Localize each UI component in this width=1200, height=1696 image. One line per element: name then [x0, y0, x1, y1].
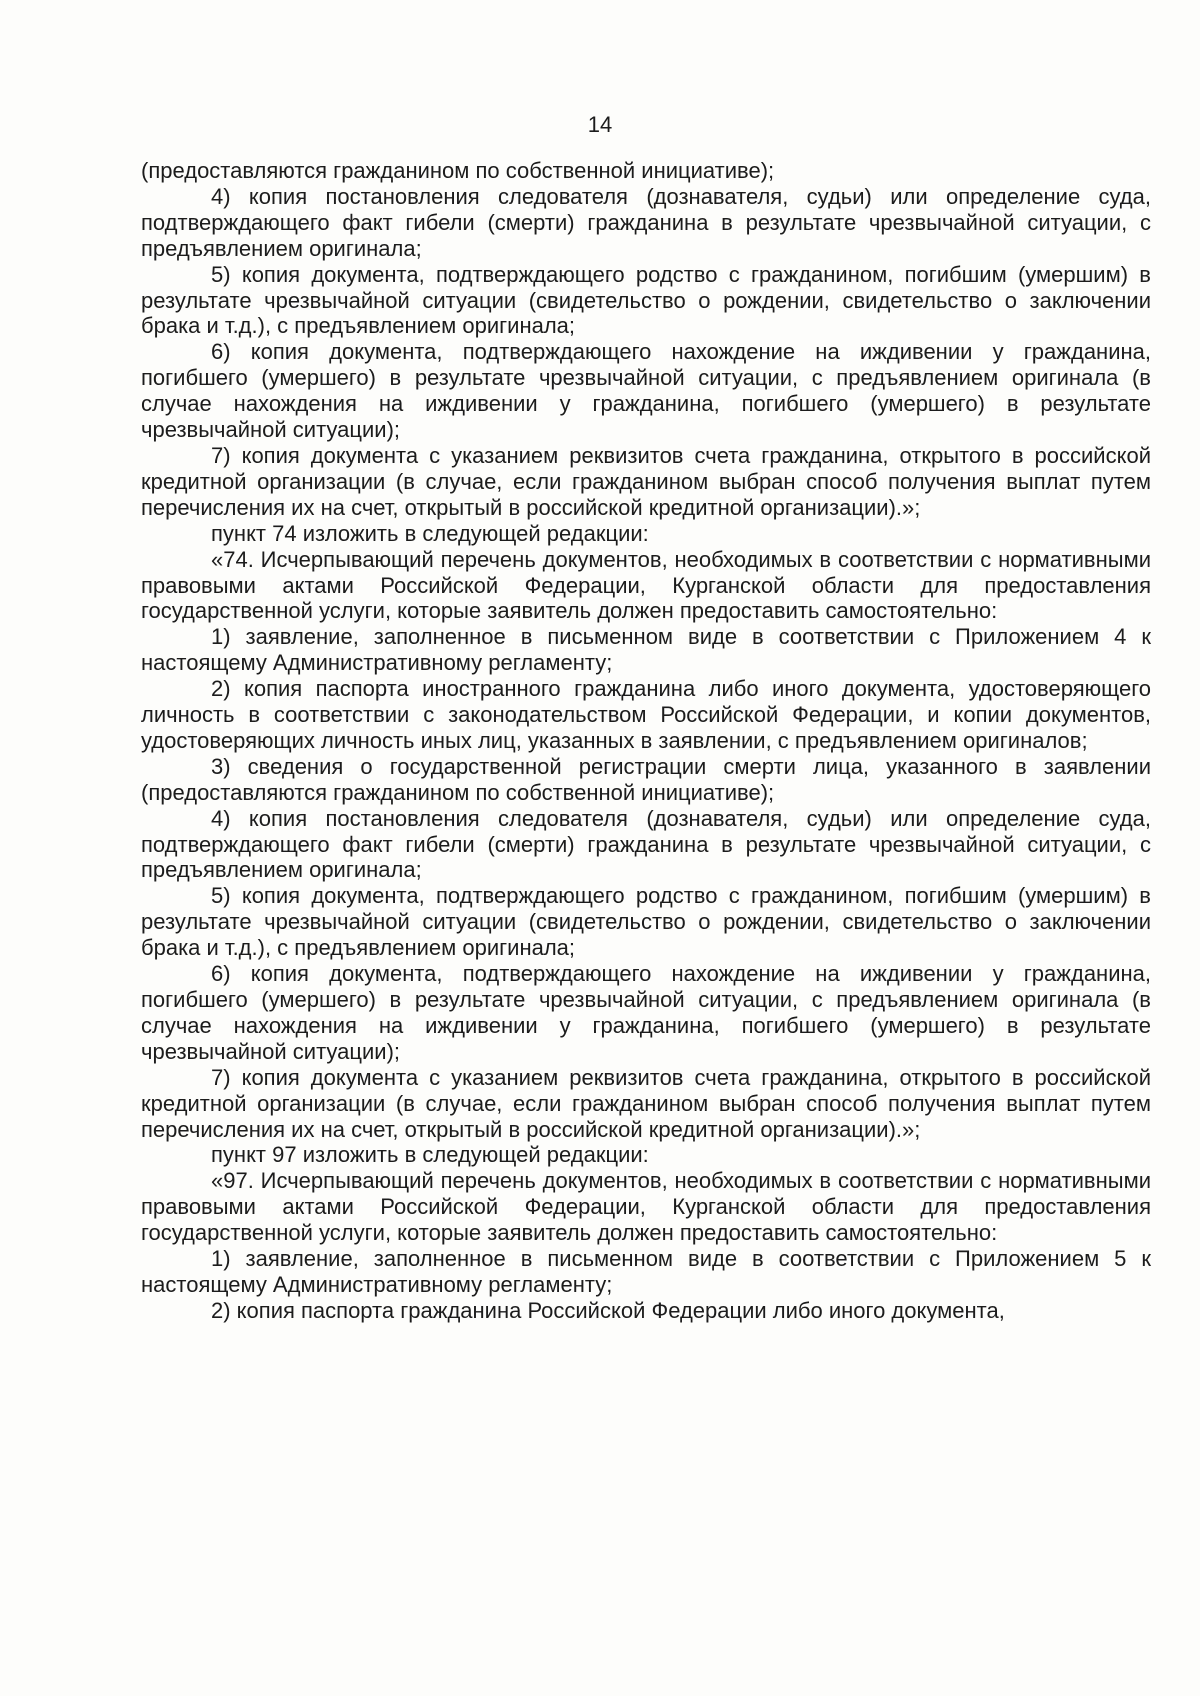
paragraph-74-item-6: 6) копия документа, подтверждающего нахождение на иждивении у гражданина, погибшего (умершего) в результате чрезвычайной ситуации, с предъявлением оригинала (в случае нахождения на иждивении у гражданина, погибшего (умершего) в результате чрезвычайной ситуации); [141, 961, 1151, 1064]
paragraph-item-5: 5) копия документа, подтверждающего родство с гражданином, погибшим (умершим) в результате чрезвычайной ситуации (свидетельство о рождении, свидетельство о заключении брака и т.д.), с предъявлением оригинала; [141, 261, 1151, 339]
paragraph-74-item-4: 4) копия постановления следователя (дознавателя, судьи) или определение суда, подтверждающего факт гибели (смерти) гражданина в результате чрезвычайной ситуации, с предъявлением оригинала; [141, 805, 1151, 883]
paragraph-97-item-1: 1) заявление, заполненное в письменном виде в соответствии с Приложением 5 к настоящему Административному регламенту; [141, 1246, 1151, 1297]
paragraph-item-6: 6) копия документа, подтверждающего нахождение на иждивении у гражданина, погибшего (умершего) в результате чрезвычайной ситуации, с предъявлением оригинала (в случае нахождения на иждивении у гражданина, погибшего (умершего) в результате чрезвычайной ситуации); [141, 339, 1151, 443]
paragraph-97-item-2: 2) копия паспорта гражданина Российской Федерации либо иного документа, [211, 1297, 1005, 1323]
paragraph-74-item-7: 7) копия документа с указанием реквизитов счета гражданина, открытого в российской кредитной организации (в случае, если гражданином выбран способ получения выплат путем перечисления их на счет, открытый в российской кредитной организации).»; [141, 1064, 1151, 1142]
paragraph-clause-97-intro: пункт 97 изложить в следующей редакции: [211, 1142, 649, 1168]
paragraph-clause-74-intro: пункт 74 изложить в следующей редакции: [211, 520, 649, 546]
paragraph-clause-97: «97. Исчерпывающий перечень документов, необходимых в соответствии с нормативными правовыми актами Российской Федерации, Курганской области для предоставления государственной услуги, которые заявитель должен предоставить самостоятельно: [141, 1168, 1151, 1246]
paragraph-continuation: (предоставляются гражданином по собственной инициативе); [141, 158, 775, 183]
document-body [141, 158, 1151, 1324]
paragraph-74-item-1: 1) заявление, заполненное в письменном виде в соответствии с Приложением 4 к настоящему Административному регламенту; [141, 624, 1151, 676]
paragraph-clause-74: «74. Исчерпывающий перечень документов, необходимых в соответствии с нормативными правовыми актами Российской Федерации, Курганской области для предоставления государственной услуги, которые заявитель должен предоставить самостоятельно: [141, 546, 1151, 624]
page-number: 14 [587, 112, 613, 137]
paragraph-74-item-2: 2) копия паспорта иностранного гражданина либо иного документа, удостоверяющего личность в соответствии с законодательством Российской Федерации, и копии документов, удостоверяющих личность иных лиц, указанных в заявлении, с предъявлением оригиналов; [141, 676, 1151, 753]
paragraph-74-item-5: 5) копия документа, подтверждающего родство с гражданином, погибшим (умершим) в результате чрезвычайной ситуации (свидетельство о рождении, свидетельство о заключении брака и т.д.), с предъявлением оригинала; [141, 883, 1151, 961]
paragraph-74-item-3: 3) сведения о государственной регистрации смерти лица, указанного в заявлении (предоставляются гражданином по собственной инициативе); [141, 753, 1151, 805]
paragraph-item-4: 4) копия постановления следователя (дознавателя, судьи) или определение суда, подтверждающего факт гибели (смерти) гражданина в результате чрезвычайной ситуации, с предъявлением оригинала; [141, 183, 1151, 261]
paragraph-item-7: 7) копия документа с указанием реквизитов счета гражданина, открытого в российской кредитной организации (в случае, если гражданином выбран способ получения выплат путем перечисления их на счет, открытый в российской кредитной организации).»; [141, 442, 1151, 520]
